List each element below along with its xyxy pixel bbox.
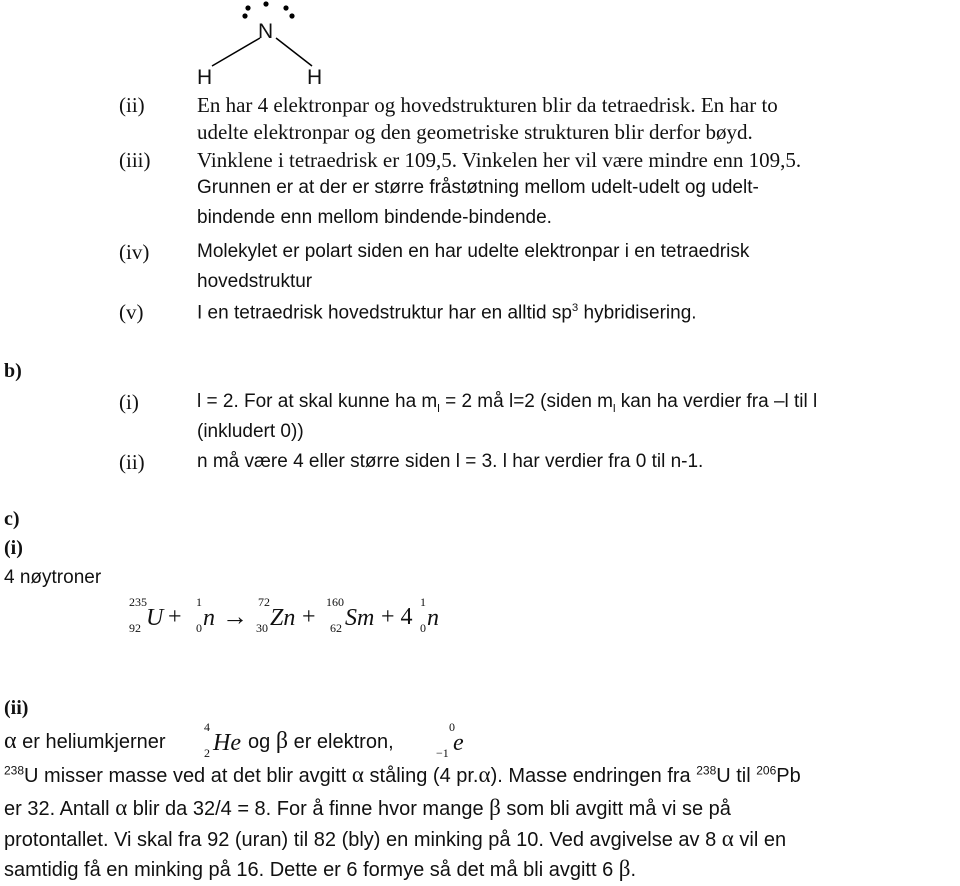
answer-line: hovedstruktur xyxy=(197,271,313,292)
atomic-number: −1 xyxy=(436,746,449,760)
text: = 2 må l=2 (siden m xyxy=(439,391,613,412)
mass-number: 160 xyxy=(326,595,344,609)
text: Pb xyxy=(776,765,801,787)
atomic-number: 0 xyxy=(420,621,426,635)
text: ). Masse endringen fra xyxy=(490,765,697,787)
lone-pair-dot xyxy=(263,1,268,6)
atom-n: N xyxy=(258,20,274,43)
text: I en tetraedrisk hovedstruktur har en alltid sp xyxy=(197,302,572,324)
atomic-number: 2 xyxy=(204,746,210,760)
superscript: 206 xyxy=(756,763,777,778)
mass-number: 72 xyxy=(258,595,270,609)
text: U misser masse ved at det blir avgitt xyxy=(24,765,352,787)
text: er elektron, xyxy=(288,731,394,753)
section-heading-b: b) xyxy=(4,360,22,382)
coefficient: + 4 xyxy=(381,604,413,630)
beta-symbol: β xyxy=(489,795,501,820)
answer-line: En har 4 elektronpar og hovedstrukturen blir da tetraedrisk. En har to xyxy=(197,93,778,117)
atomic-number: 0 xyxy=(196,621,202,635)
answer-line: 4 nøytroner xyxy=(4,567,102,588)
lone-pair-dot xyxy=(283,5,288,10)
nuclide-electron xyxy=(436,720,464,760)
lone-pair-dot xyxy=(242,13,247,18)
plus-sign: + xyxy=(302,604,316,630)
bond-right xyxy=(276,38,312,66)
superscript: 238 xyxy=(696,763,717,778)
mass-number: 0 xyxy=(449,720,455,734)
text: kan ha verdier fra –l til l xyxy=(615,391,818,412)
nuclide-n xyxy=(420,595,439,635)
item-number: (i) xyxy=(119,390,139,414)
answer-line xyxy=(197,302,697,324)
superscript: 238 xyxy=(4,763,25,778)
paragraph-line xyxy=(4,795,731,821)
answer-line: bindende enn mellom bindende-bindende. xyxy=(197,207,552,228)
text: vil en xyxy=(733,829,787,851)
subsection-heading: (ii) xyxy=(4,697,29,719)
text: protontallet. Vi skal fra 92 (uran) til 82 (bly) en minking på 10. Ved avgivelse av 8 xyxy=(4,829,722,851)
symbol: e xyxy=(453,730,464,756)
answer-line: (inkludert 0)) xyxy=(197,421,304,442)
reaction-arrow: → xyxy=(222,602,248,631)
text: l = 2. For at skal kunne ha m xyxy=(197,391,438,412)
nuclide-u xyxy=(129,595,164,635)
symbol: U xyxy=(146,605,164,631)
item-number: (iv) xyxy=(119,240,150,264)
text: blir da 32/4 = 8. For å finne hvor mange xyxy=(127,798,490,820)
alpha-beta-definition xyxy=(4,728,166,756)
symbol: Zn xyxy=(270,605,296,631)
item-number: (iii) xyxy=(119,148,151,172)
item-number: (ii) xyxy=(119,450,145,474)
text: er 32. Antall xyxy=(4,798,116,820)
answer-line: udelte elektronpar og den geometriske strukturen blir derfor bøyd. xyxy=(197,120,753,144)
plus-sign: + xyxy=(168,604,182,630)
nuclide-sm xyxy=(326,595,375,635)
answer-line: Grunnen er at der er større fråstøtning mellom udelt-udelt og udelt- xyxy=(197,177,759,198)
paragraph-line xyxy=(4,826,786,852)
section-heading-c: c) xyxy=(4,508,20,530)
paragraph-line xyxy=(4,856,636,882)
text: som bli avgitt må vi se på xyxy=(500,798,731,820)
mass-number: 4 xyxy=(204,720,210,734)
beta-symbol: β xyxy=(275,728,289,754)
atom-h-right: H xyxy=(307,66,323,89)
paragraph-line xyxy=(4,762,801,788)
mass-number: 1 xyxy=(420,595,426,609)
symbol: n xyxy=(427,605,439,631)
answer-line: Vinklene i tetraedrisk er 109,5. Vinkelen her vil være mindre enn 109,5. xyxy=(197,148,802,172)
nuclide-he xyxy=(204,720,241,760)
bond-left xyxy=(212,38,260,66)
symbol: n xyxy=(203,605,215,631)
lone-pair-dot xyxy=(289,13,294,18)
alpha-symbol: α xyxy=(115,795,128,820)
answer-line: Molekylet er polart siden en har udelte elektronpar i en tetraedrisk xyxy=(197,241,750,262)
subsection-heading: (i) xyxy=(4,537,23,559)
beta-symbol: β xyxy=(618,856,631,881)
text: hybridisering. xyxy=(578,302,697,324)
text: er heliumkjerner xyxy=(16,731,166,753)
mass-number: 235 xyxy=(129,595,147,609)
atomic-number: 62 xyxy=(330,621,342,635)
nuclide-zn xyxy=(256,595,296,635)
answer-line xyxy=(197,391,817,416)
alpha-symbol: α xyxy=(351,762,364,787)
answer-line: n må være 4 eller større siden l = 3. l har verdier fra 0 til n-1. xyxy=(197,451,704,472)
subscript: l xyxy=(437,402,440,415)
atomic-number: 30 xyxy=(256,621,268,635)
text: . xyxy=(630,859,637,881)
text: og xyxy=(248,731,276,753)
text: U til xyxy=(716,765,757,787)
symbol: He xyxy=(213,730,241,756)
superscript: 3 xyxy=(571,302,579,314)
text: ståling (4 pr. xyxy=(363,765,479,787)
nuclide-n xyxy=(196,595,215,635)
mass-number: 1 xyxy=(196,595,202,609)
alpha-symbol: α xyxy=(4,728,17,754)
alpha-symbol: α xyxy=(478,762,491,787)
alpha-symbol: α xyxy=(721,826,734,851)
text xyxy=(248,728,394,756)
text: samtidig få en minking på 16. Dette er 6 formye så det må bli avgitt 6 xyxy=(4,859,619,881)
subscript: l xyxy=(613,402,616,415)
item-number: (ii) xyxy=(119,93,145,117)
lone-pair-dot xyxy=(245,5,250,10)
symbol: Sm xyxy=(345,605,375,631)
atom-h-left: H xyxy=(197,66,213,89)
item-number: (v) xyxy=(119,300,144,324)
ammonia-structure-diagram xyxy=(190,0,350,92)
atomic-number: 92 xyxy=(129,621,141,635)
